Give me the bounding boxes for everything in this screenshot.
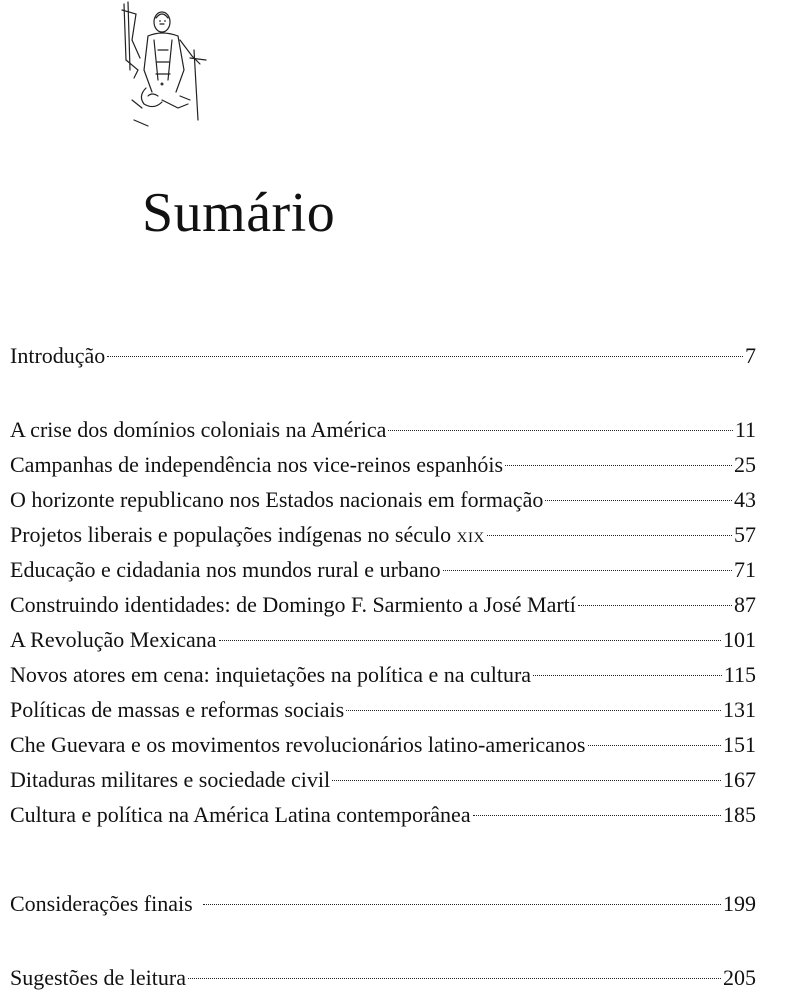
dot-leader	[388, 430, 732, 431]
dot-leader	[487, 535, 732, 536]
toc-entry-chapter-7[interactable]	[10, 624, 756, 656]
toc-page-number: 87	[734, 592, 756, 617]
toc-entry-label: Políticas de massas e reformas sociais	[10, 697, 345, 722]
dot-leader	[443, 570, 732, 571]
toc-entry-label: Educação e cidadania nos mundos rural e urbano	[10, 557, 441, 582]
toc-page-number: 167	[723, 767, 756, 792]
toc-entry-chapter-2[interactable]	[10, 449, 756, 481]
toc-entry-chapter-11[interactable]	[10, 764, 756, 796]
toc-entry-label: Considerações finais	[10, 891, 193, 916]
toc-entry-chapter-8[interactable]	[10, 659, 756, 691]
toc-entry-introducao[interactable]	[10, 340, 756, 372]
dot-leader	[346, 710, 721, 711]
dot-leader	[188, 978, 721, 979]
toc-page-number: 151	[723, 732, 756, 757]
dot-leader	[107, 356, 743, 357]
toc-page-number: 199	[723, 891, 756, 916]
portrait-sketch-illustration	[118, 0, 210, 130]
dot-leader	[533, 675, 722, 676]
page-title: Sumário	[142, 182, 336, 244]
toc-entry-label: Campanhas de independência nos vice-reinos espanhóis	[10, 452, 504, 477]
toc-entry-label: A crise dos domínios coloniais na América	[10, 417, 387, 442]
toc-entry-label: O horizonte republicano nos Estados nacionais em formação	[10, 487, 544, 512]
dot-leader	[505, 465, 732, 466]
toc-entry-label: Sugestões de leitura	[10, 965, 186, 990]
dot-leader	[545, 500, 732, 501]
toc-page-number: 131	[723, 697, 756, 722]
dot-leader	[203, 904, 721, 905]
toc-page-number: 25	[734, 452, 756, 477]
toc-entry-chapter-5[interactable]	[10, 554, 756, 586]
toc-page-number: 11	[734, 417, 756, 442]
dot-leader	[473, 815, 721, 816]
toc-entry-label: Che Guevara e os movimentos revolucionários latino-americanos	[10, 732, 586, 757]
toc-entry-label: Construindo identidades: de Domingo F. Sarmiento a José Martí	[10, 592, 576, 617]
toc-entry-label: A Revolução Mexicana	[10, 627, 217, 652]
toc-entry-chapter-6[interactable]	[10, 589, 756, 621]
toc-page-number: 101	[723, 627, 756, 652]
toc-entry-sugestoes-de-leitura[interactable]	[10, 962, 756, 994]
dot-leader	[219, 640, 722, 641]
toc-page-number: 205	[723, 965, 756, 990]
dot-leader	[588, 745, 722, 746]
toc-entry-chapter-1[interactable]	[10, 414, 756, 446]
toc-page-number: 185	[723, 802, 756, 827]
toc-entry-chapter-3[interactable]	[10, 484, 756, 516]
toc-entry-chapter-10[interactable]	[10, 729, 756, 761]
toc-entry-chapter-12[interactable]	[10, 799, 756, 831]
dot-leader	[578, 605, 732, 606]
toc-entry-label: Cultura e política na América Latina contemporânea	[10, 802, 471, 827]
toc-page-number: 43	[734, 487, 756, 512]
toc-entry-label: Ditaduras militares e sociedade civil	[10, 767, 331, 792]
toc-entry-label: Introdução	[10, 343, 106, 368]
toc-page-number: 57	[734, 522, 756, 547]
toc-entry-chapter-4[interactable]	[10, 519, 756, 551]
toc-entry-consideracoes-finais[interactable]	[10, 888, 756, 920]
toc-entry-chapter-9[interactable]	[10, 694, 756, 726]
toc-entry-label: Novos atores em cena: inquietações na política e na cultura	[10, 662, 532, 687]
toc-page-number: 71	[734, 557, 756, 582]
toc-entry-label: Projetos liberais e populações indígenas no século XIX	[10, 522, 485, 547]
dot-leader	[332, 780, 721, 781]
toc-page-number: 115	[723, 662, 756, 687]
toc-page-number: 7	[745, 343, 756, 368]
century-numeral: XIX	[456, 530, 485, 546]
